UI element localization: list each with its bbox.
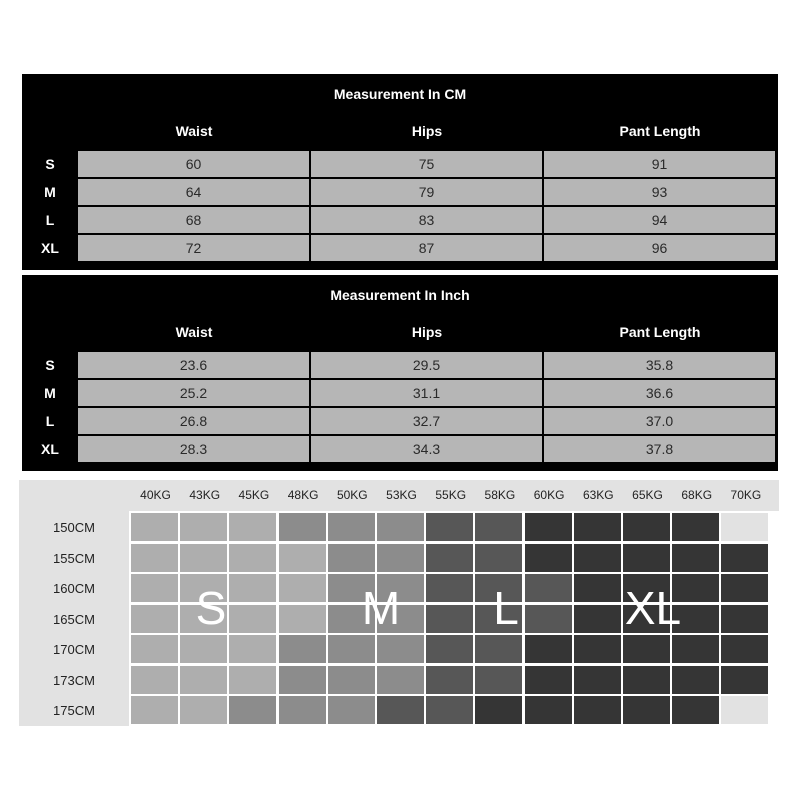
grid-cell (574, 544, 621, 572)
row-size-label: M (44, 184, 56, 200)
grid-cell (475, 696, 522, 724)
row-size-label: L (45, 413, 55, 429)
grid-cell (180, 696, 227, 724)
table-cell: 37.8 (544, 436, 775, 462)
grid-cell (721, 666, 768, 694)
grid-cell (279, 605, 326, 633)
weight-label: 43KG (189, 488, 221, 502)
column-header-waist: Waist (175, 324, 213, 340)
table-cell: 68 (78, 207, 309, 233)
grid-cell (328, 696, 375, 724)
grid-cell (426, 605, 473, 633)
table-cell: 28.3 (78, 436, 309, 462)
weight-height-size-chart (19, 480, 779, 726)
table-cell: 75 (311, 151, 542, 177)
grid-cell (672, 696, 719, 724)
weight-label: 53KG (386, 488, 417, 502)
grid-cell (131, 544, 178, 572)
height-label: 170CM (53, 642, 95, 657)
grid-cell (426, 635, 473, 663)
table-row (22, 179, 778, 206)
weight-label: 65KG (632, 488, 663, 502)
grid-cell (377, 544, 424, 572)
grid-cell (180, 513, 227, 541)
table-cell: 83 (311, 207, 542, 233)
grid-cell (131, 574, 178, 602)
grid-cell (229, 635, 276, 663)
grid-cell (229, 544, 276, 572)
table-cell: 25.2 (78, 380, 309, 406)
grid-cell (475, 635, 522, 663)
grid-cell (672, 544, 719, 572)
weight-label: 63KG (582, 488, 614, 502)
grid-cell (180, 635, 227, 663)
size-letter-m: M (361, 582, 401, 634)
grid-cell (525, 544, 572, 572)
table-cell: 79 (311, 179, 542, 205)
grid-cell (279, 544, 326, 572)
row-size-label: S (45, 156, 55, 172)
grid-cell (623, 635, 670, 663)
grid-cell (475, 666, 522, 694)
grid-cell (377, 635, 424, 663)
table-cell: 32.7 (311, 408, 542, 434)
table-cell: 36.6 (544, 380, 775, 406)
height-label: 150CM (53, 520, 95, 535)
weight-label: 45KG (238, 488, 270, 502)
grid-cell (426, 544, 473, 572)
height-label: 173CM (53, 672, 95, 688)
grid-cell (328, 635, 375, 663)
size-letter-xl: XL (624, 582, 682, 634)
column-header-waist: Waist (175, 123, 213, 139)
column-header-hips: Hips (411, 324, 443, 340)
table-cell: 23.6 (78, 352, 309, 378)
grid-cell (328, 513, 375, 541)
table-row (22, 380, 778, 407)
table-cell: 29.5 (311, 352, 542, 378)
weight-label: 68KG (681, 488, 713, 502)
grid-cell (525, 635, 572, 663)
grid-cell (475, 513, 522, 541)
row-size-label: S (45, 357, 55, 373)
grid-cell (574, 574, 621, 602)
grid-cell (426, 574, 473, 602)
height-label: 165CM (53, 611, 95, 627)
table-title: Measurement In CM (333, 86, 467, 102)
grid-cell (623, 666, 670, 694)
grid-cell (426, 666, 473, 694)
height-label: 160CM (53, 581, 95, 596)
grid-cell (721, 513, 768, 541)
weight-label: 60KG (533, 488, 565, 502)
table-cell: 31.1 (311, 380, 542, 406)
grid-cell (328, 544, 375, 572)
row-size-label: XL (41, 441, 59, 457)
grid-cell (574, 605, 621, 633)
grid-cell (377, 666, 424, 694)
table-row (22, 151, 778, 178)
row-size-label: L (45, 212, 55, 228)
grid-cell (131, 696, 178, 724)
table-cell: 34.3 (311, 436, 542, 462)
grid-cell (525, 696, 572, 724)
table-cell: 72 (78, 235, 309, 261)
grid-cell (131, 605, 178, 633)
grid-cell (574, 696, 621, 724)
table-cell: 35.8 (544, 352, 775, 378)
table-row (22, 436, 778, 463)
table-cell: 87 (311, 235, 542, 261)
table-cell: 94 (544, 207, 775, 233)
grid-cell (180, 544, 227, 572)
table-cell: 26.8 (78, 408, 309, 434)
grid-cell (525, 513, 572, 541)
grid-cell (721, 635, 768, 663)
grid-cell (279, 696, 326, 724)
grid-cell (672, 635, 719, 663)
size-letter-s: S (195, 582, 227, 634)
grid-cell (328, 666, 375, 694)
height-label: 155CM (53, 550, 95, 566)
column-header-pant-length: Pant Length (619, 123, 701, 139)
table-row (22, 408, 778, 435)
grid-cell (131, 513, 178, 541)
grid-cell (721, 574, 768, 602)
measurement-table-inch (22, 275, 778, 471)
row-size-label: M (44, 385, 56, 401)
column-header-pant-length: Pant Length (619, 324, 701, 340)
grid-cell (574, 666, 621, 694)
weight-label: 70KG (730, 488, 762, 502)
table-cell: 60 (78, 151, 309, 177)
grid-cell (229, 696, 276, 724)
table-title: Measurement In Inch (330, 287, 470, 303)
grid-cell (279, 666, 326, 694)
grid-cell (180, 666, 227, 694)
grid-cell (426, 513, 473, 541)
row-size-label: XL (41, 240, 59, 256)
grid-cell (279, 574, 326, 602)
grid-cell (623, 696, 670, 724)
grid-cell (377, 696, 424, 724)
weight-label: 48KG (287, 488, 319, 502)
grid-cell (574, 635, 621, 663)
grid-cell (721, 696, 768, 724)
table-cell: 96 (544, 235, 775, 261)
grid-cell (623, 544, 670, 572)
height-label: 175CM (53, 703, 95, 718)
table-row (22, 352, 778, 379)
table-row (22, 207, 778, 234)
grid-cell (229, 513, 276, 541)
grid-cell (574, 513, 621, 541)
grid-cell (229, 666, 276, 694)
grid-cell (475, 544, 522, 572)
grid-cell (672, 666, 719, 694)
weight-label: 55KG (435, 488, 467, 502)
grid-cell (525, 666, 572, 694)
grid-cell (377, 513, 424, 541)
grid-cell (721, 605, 768, 633)
column-header-hips: Hips (411, 123, 443, 139)
size-letter-l: L (493, 582, 519, 634)
grid-cell (131, 666, 178, 694)
table-cell: 37.0 (544, 408, 775, 434)
weight-label: 50KG (336, 488, 368, 502)
grid-cell (131, 635, 178, 663)
table-cell: 64 (78, 179, 309, 205)
grid-cell (721, 544, 768, 572)
grid-cell (623, 513, 670, 541)
weight-label: 40KG (140, 488, 171, 502)
table-row (22, 235, 778, 262)
grid-cell (672, 513, 719, 541)
weight-label: 58KG (484, 488, 516, 502)
table-cell: 91 (544, 151, 775, 177)
measurement-table-cm (22, 74, 778, 270)
table-cell: 93 (544, 179, 775, 205)
grid-cell (279, 513, 326, 541)
grid-cell (279, 635, 326, 663)
grid-cell (426, 696, 473, 724)
